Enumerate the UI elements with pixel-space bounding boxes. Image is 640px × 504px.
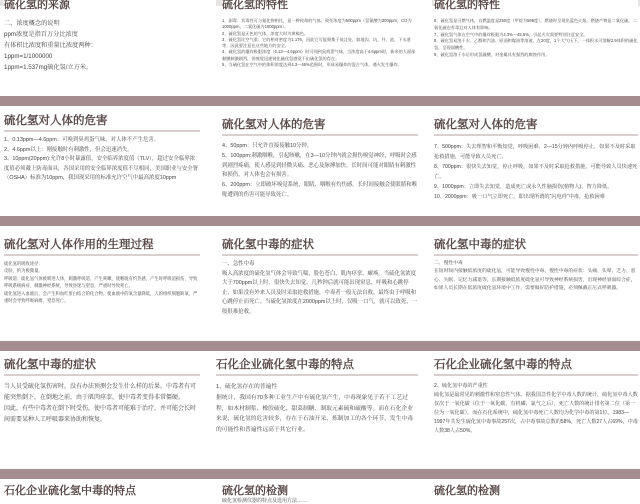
slide-body: 7、500ppm：失去理智和平衡知觉，呼吸困难，2—15分钟内呼吸停止，如果不及时采取抢救措施，可能导致人员死亡。 8、700ppm：很快失去知觉，停止呼吸，如果不及时采取抢救措施，可能导致人员快速死亡。 9、1000ppm：立即失去知觉，造成死亡或永久性脑损伤(植物人)，智力降低。 10、2000ppm：吸一口气立即死亡，即出现所谓的“闪电样”中毒，抢救困难 xyxy=(434,144,638,200)
slide-detection-2 xyxy=(434,482,638,500)
slide-physiology xyxy=(4,236,200,340)
slide-body: 硫化氢的吸收途径： 皮肤、约为极微量。 呼吸道：硫化氢气体被吸进人体，刺激呼吸道、产生咳嗽、使喉咙有灼热感，产生时呼吸道损伤、导致呼吸系统病症，刺激神经系统，导致昏迷与窒息，严重时导致死亡。 硫化氢进入血液后，会产生和血红蛋白结合的化合物，使血液中的氧含量降低，人的组织细胞缺氧，严重时会导致呼吸麻痹，窒息死亡。 xyxy=(4,261,198,304)
slide-body: 当人员受硫化氢伤害时，没有办法预测会发生什么样的后果。中毒者有可能突然倒下，在倒地之前，由于肌肉痉挛，使中毒者变得非常僵硬。 因此，有些中毒者在倒下时受伤，使中毒者可能难于治疗，并可能会长时间需要某种人工呼吸器来协助和恢复。 xyxy=(4,384,197,423)
slide-body: 1、剧毒：其毒性可与氰化物相比，是一种致命的气体。致死浓度为500ppm（氢氰酸为300ppm，CO为1000ppm，二氧化硫为1000ppm）。 2、硫化氢是无色的气体，浓度大时为黄褐色。 3、硫化氢比空气重：它的相对密度为1.176，因此它可能聚集于低洼处，如地沟、坑、井、池、下水道等，因此要注意在这些地方的安全。 4、硫化氢的爆炸极限浓度（0.13～4.6ppm）时可闻到臭鸡蛋气味，当浓度高于4.6ppm时，新来的人面部黏膜刺激剧烈，但嗅觉迅速钝化硫化氢感觉不出硫化氢的存在。 5、当硫化氢在空气中的体积浓度达到4.3～46%范围时，形成易爆炸的混合气体，遇火发生爆炸。 xyxy=(222,18,416,68)
slide-detection-1 xyxy=(222,482,418,504)
title-underline xyxy=(222,134,418,136)
slide-title: 硫化氢的检测 xyxy=(434,485,500,497)
separator-bar xyxy=(0,216,640,226)
slide-title: 硫化氢对人体的危害 xyxy=(4,115,108,127)
slide-property-1 xyxy=(222,0,418,90)
title-underline xyxy=(222,254,418,256)
slide-body: 4、50ppm：只允许直接接触10分钟。 5、100ppm:刺激咽喉，引起咳嗽，在3—10分钟内就会损伤嗅觉神经，呼吸时会感到剧烈疼痛，使人感觉到轻微头痛、恶心及脉搏加快。长时间可能对眼睛有刺激性和损伤，对人体也会有损害。 6、200ppm：立即破坏嗅觉系统，眼睛、咽喉有灼伤感。长时间接触会使眼睛和喉咙遭到的伤害可能导致死亡。 xyxy=(222,143,417,198)
slide-title: 硫化氢中毒的症状 xyxy=(222,239,314,251)
slide-title: 硫化氢对人体的危害 xyxy=(434,119,538,131)
title-underline xyxy=(434,374,638,376)
slide-body: 1、0.13ppm—4.6ppm：可嗅到臭鸡蛋气味，对人体不产生危害。 2、4.6ppm以上：刚接触时有刺激性，但会迅速消失。 3、10ppm(20ppm):允许8小时暴露值，安全临界浓度值（TLV），超过安全临界浓度值必须戴上防毒面具，各国采用的安全临界浓度值不尽相同，美国职业与安全署（OSHA）标准为10ppm，我国现采用的标准允许空气中最高浓度10ppm xyxy=(4,137,199,182)
slide-petro-1 xyxy=(216,356,418,470)
slide-title: 石化企业硫化氢中毒的特点 xyxy=(4,485,136,497)
separator-bar xyxy=(0,469,640,479)
slide-body: 二、慢性中毒 在短时间内接触低浓度的硫化氢，可能导致慢性中毒。慢性中毒的症状：头痛、头晕、乏力、恶心、失眠、记忆力减退等，长期接触低浓度硫化氢可导致神经系统损害，出现神经衰弱综合症，如果人员长期在低浓度硫化氢环境中工作，需要做好防护措施，必须佩戴正压式呼吸器。 xyxy=(434,261,636,292)
slide-body: 1、硫化氢存在的普遍性 据统计，我国有70多种工业生产中有硫化氢产生，中毒现象见于若干工艺过程，如木材制浆、橡胶硫化、甜菜制糖、制取元素硫和硫酸等。而在石化企业来说，硫化氢的危害较多，存在于石油开采、炼制加工的各个环节，发生中毒的可能性和普遍性远高于其它行业。 xyxy=(216,384,414,434)
slide-title: 石化企业硫化氢中毒的特点 xyxy=(434,359,572,371)
slide-title: 硫化氢中毒的症状 xyxy=(434,239,526,251)
title-underline xyxy=(216,374,418,376)
slide-title: 石化企业硫化氢中毒的特点 xyxy=(216,359,354,371)
slide-symptom-3 xyxy=(4,356,200,470)
title-underline xyxy=(434,134,638,136)
slide-harm-2 xyxy=(222,112,418,212)
slide-petro-2 xyxy=(434,356,638,470)
slide-title: 硫化氢的来源 xyxy=(4,0,70,11)
title-underline xyxy=(4,130,200,132)
slide-title: 硫化氢中毒的症状 xyxy=(4,359,96,371)
slide-title: 硫化氢对人体作用的生理过程 xyxy=(4,239,154,251)
slide-body: 二、浓度概念的说明 ppm浓度是指百万分比浓度 有体积比浓度和重量比浓度两种： 1ppm=1/1000000 1ppm=1.537mg硫化氢/立方米。 xyxy=(4,20,97,71)
slide-title: 硫化氢的检测 xyxy=(222,485,288,497)
slide-harm-1 xyxy=(4,112,200,212)
slide-body: 一、急性中毒 吸入高浓度的硫化氢气体会导致气喘、脸色苍白、肌肉痉挛、瘫痪。当硫化氢浓度大于700ppm以上时，很快失去知觉，几秒钟后就可能出现窒息，呼吸和心跳停止，如果没有外来人员及时采取抢救措施，中毒者一般无法自救，最终由于呼吸和心跳停止而死亡。当硫化氢浓度在2000ppm以上时，仅吸一口气，就可以致死，一般很难抢救。 xyxy=(222,261,417,315)
title-underline xyxy=(4,254,200,256)
slide-petro-3 xyxy=(4,482,200,500)
slide-symptom-acute xyxy=(222,236,418,340)
slide-body: 硫化氢检测仪器的特点及选用方法…… xyxy=(222,498,308,504)
slide-symptom-chronic xyxy=(434,236,638,340)
slide-body: 6、硫化氢是可燃气体，自燃温度是250度（甲烷为595度），燃烧时呈现出蓝色火焰，燃烧产物是二氧化硫，二氧化硫也有毒且对人体有影响。 7、硫化氢气体在空气中的爆炸极限为4.3%～45.5%，引起火灾需要特别注意安全。 8、硫化氢易溶于水、乙醇和汽油、原油和煤油等溶液，在20度，1个大气压下，一体积水可溶解2.9体积的硫化氢，呈现弱酸性。 9、硫化氢溶于水后形成氢硫酸，对金属具有强烈的腐蚀作用。 xyxy=(434,18,638,57)
slide-title: 硫化氢的特性 xyxy=(434,0,500,11)
slide-property-2 xyxy=(434,0,638,90)
slide-harm-3 xyxy=(434,112,638,212)
separator-bar xyxy=(0,96,640,106)
title-underline xyxy=(4,374,200,376)
slide-title: 硫化氢对人体的危害 xyxy=(222,119,326,131)
separator-bar xyxy=(0,341,640,351)
slide-title: 硫化氢的特性 xyxy=(222,0,288,11)
slide-source xyxy=(4,0,200,90)
slide-body: 2、硫化氢中毒的严重性 硫化氢是最常见的刺激性和窒息性气体，据我国急性化学中毒人数的统计，硫化氢中毒人数仅次于一氧化碳（位于一氧化碳、有机磷、氯气之后），死亡人数的统计排名第二位（第一位为一氧化碳）。而在石化系统中，硫化氢中毒死亡人数均为化学中毒的第1位。1983—1997年共发生硫化氢中毒事故257次，占中毒事故总数的58%，死亡人数27人占69%，中毒人数38人占50%。 xyxy=(434,383,638,434)
title-underline xyxy=(434,254,638,256)
